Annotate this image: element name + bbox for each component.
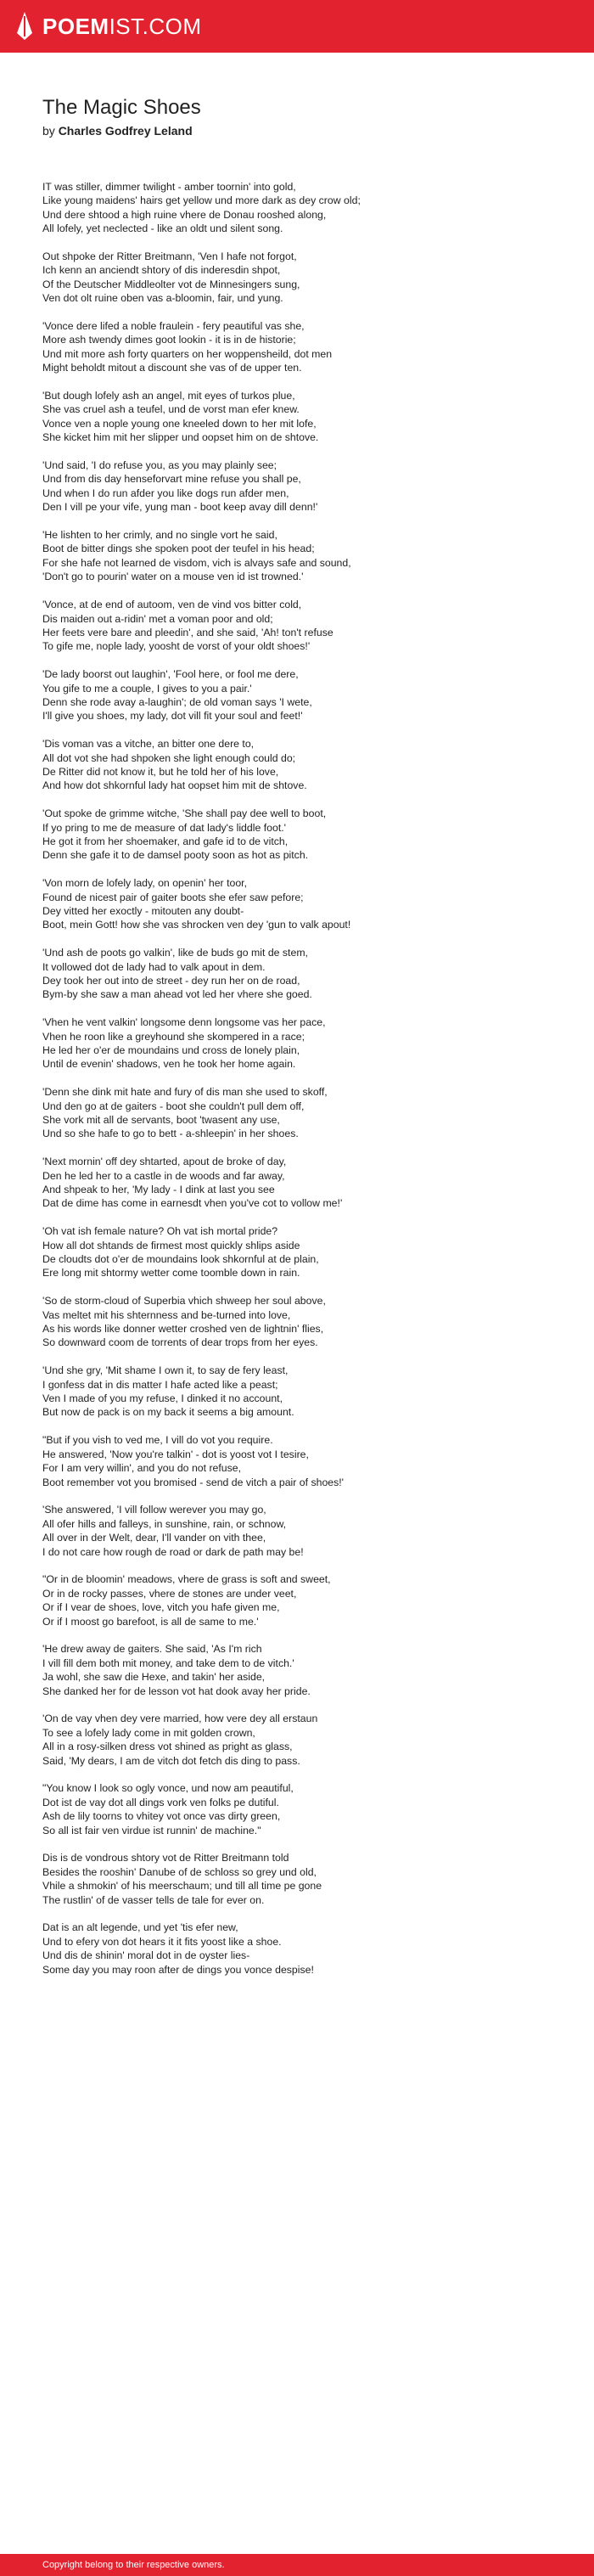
poem-stanza: [42, 1085, 569, 1141]
poem-line: 'Vonce, at de end of autoom, ven de vind vos bitter cold,: [42, 599, 302, 611]
poem-stanza: [42, 1781, 569, 1837]
poem-line: As his words like donner wetter croshed ven de lightnin' flies,: [42, 1323, 324, 1336]
poem-container: [42, 95, 569, 1990]
poem-line: It vollowed dot de lady had to valk apout in dem.: [42, 960, 266, 973]
poem-line: 'She answered, 'I vill follow werever you may go,: [42, 1504, 266, 1516]
poem-line: IT was stiller, dimmer twilight - amber toornin' into gold,: [42, 181, 296, 193]
poem-line: To see a lofely lady come in mit golden crown,: [42, 1726, 255, 1739]
poem-line: And how dot shkornful lady hat oopset him mit de shtove.: [42, 779, 307, 792]
poem-line: Or if I vear de shoes, love, vitch you hafe given me,: [42, 1601, 280, 1614]
poem-stanza: [42, 389, 569, 445]
poem-line: She kicket him mit her slipper und oopset him on de shtove.: [42, 431, 319, 444]
logo-text-strong: POEM: [42, 14, 109, 39]
poem-line: All dot vot she had shpoken she light enough could do;: [42, 751, 296, 764]
poem-line: All ofer hills and falleys, in sunshine, rain, or schnow,: [42, 1517, 287, 1530]
poem-stanza: [42, 1921, 569, 1977]
poem-line: Und to efery von dot hears it it fits yoost like a shoe.: [42, 1935, 282, 1948]
poem-line: She danked her for de lesson vot hat dook avay her pride.: [42, 1685, 311, 1697]
poem-line: 'Oh vat ish female nature? Oh vat ish mortal pride?: [42, 1225, 278, 1238]
poem-line: The rustlin' of de vasser tells de tale for ever on.: [42, 1893, 265, 1906]
poem-line: Boot de bitter dings she spoken poot der teufel in his head;: [42, 543, 315, 555]
poem-line: Ich kenn an anciendt shtory of dis inderesdin shpot,: [42, 264, 281, 277]
poem-stanza: [42, 1294, 569, 1350]
poem-line: Und from dis day henseforvart mine refuse you shall pe,: [42, 473, 301, 486]
poem-line: Boot remember vot you bromised - send de vitch a pair of shoes!': [42, 1476, 345, 1488]
poem-stanza: [42, 1155, 569, 1211]
poem-line: He got it from her shoemaker, and gafe id to de vitch,: [42, 835, 289, 847]
logo-text-light: IST.COM: [109, 14, 202, 39]
poem-line: Or in de rocky passes, vhere de stones are under veet,: [42, 1587, 297, 1600]
poem-stanza: [42, 1224, 569, 1280]
poem-line: Dat de dime has come in earnesdt vhen you've cot to vollow me!': [42, 1197, 343, 1210]
poem-line: Until de evenin' shadows, ven he took her home again.: [42, 1058, 296, 1071]
site-logo-text: [42, 10, 202, 42]
poem-line: Und den go at de gaiters - boot she couldn't pull dem off,: [42, 1100, 305, 1112]
poem-stanza: [42, 1572, 569, 1628]
poem-line: 'On de vay vhen dey vere married, how vere dey all erstaun: [42, 1713, 318, 1725]
footer-copyright: Copyright belong to their respective owners.: [42, 2560, 225, 2570]
poem-line: Ven I made of you my refuse, I dinked it no account,: [42, 1392, 283, 1405]
poem-stanza: [42, 1851, 569, 1907]
poem-line: But now de pack is on my back it seems a big amount.: [42, 1406, 294, 1419]
poem-line: "You know I look so ogly vonce, und now am peautiful,: [42, 1782, 294, 1795]
poem-line: I gonfess dat in dis matter I hafe acted like a peast;: [42, 1378, 278, 1391]
poem-line: 'Dis voman vas a vitche, an bitter one dere to,: [42, 738, 255, 751]
poem-line: 'Don't go to pourin' water on a mouse ven id ist trowned.': [42, 571, 304, 583]
poem-line: 'Out spoke de grimme witche, 'She shall pay dee well to boot,: [42, 807, 327, 820]
poem-line: 'Vhen he vent valkin' longsome denn longsome vas her pace,: [42, 1016, 326, 1029]
site-logo[interactable]: [15, 10, 202, 42]
poem-line: So all ist fair ven virdue ist runnin' de machine.": [42, 1824, 261, 1836]
poem-stanza: [42, 598, 569, 654]
poem-stanza: [42, 1433, 569, 1489]
poem-stanza: [42, 667, 569, 723]
poem-line: Dat is an alt legende, und yet 'tis efer new,: [42, 1921, 238, 1934]
poem-line: Besides the rooshin' Danube of de schloss so grey und old,: [42, 1865, 317, 1878]
poem-line: Dot ist de vay dot all dings vork ven folks pe dutiful.: [42, 1796, 279, 1808]
poem-line: All in a rosy-silken dress vot shined as pright as glass,: [42, 1741, 293, 1753]
poem-line: 'Vonce dere lifed a noble fraulein - fery peautiful vas she,: [42, 320, 305, 333]
poem-stanza: [42, 1503, 569, 1559]
poem-line: For I am very willin', and you do not refuse,: [42, 1462, 242, 1475]
poem-line: Some day you may roon after de dings you vonce despise!: [42, 1963, 314, 1976]
poem-line: If yo pring to me de measure of dat lady's liddle foot.': [42, 821, 286, 834]
poem-line: He answered, 'Now you're talkin' - dot is yoost vot I tesire,: [42, 1448, 309, 1460]
poem-line: Or if I moost go barefoot, is all de same to me.': [42, 1615, 259, 1628]
poem-line: Und dis de shinin' moral dot in de oyster lies-: [42, 1949, 250, 1962]
poem-line: 'He drew away de gaiters. She said, 'As I'm rich: [42, 1643, 262, 1656]
poem-line: Dis is de vondrous shtory vot de Ritter Breitmann told: [42, 1852, 289, 1865]
poem-line: Den he led her to a castle in de woods and far away,: [42, 1169, 285, 1182]
poem-body: [42, 180, 569, 1977]
poem-stanza: [42, 946, 569, 1002]
poem-line: Found de nicest pair of gaiter boots she efer saw pefore;: [42, 891, 304, 903]
poem-line: More ash twendy dimes goot lookin - it is in de historie;: [42, 334, 296, 346]
poem-stanza: [42, 250, 569, 306]
poem-line: Und mit more ash forty quarters on her woppensheild, dot men: [42, 347, 333, 360]
poem-line: All over in der Welt, dear, I'll vander on vith thee,: [42, 1532, 266, 1544]
poem-stanza: [42, 807, 569, 863]
poem-line: Like young maidens' hairs get yellow und more dark as dey crow old;: [42, 194, 361, 207]
poem-line: For she hafe not learned de visdom, vich is alvays safe and sound,: [42, 556, 351, 569]
poem-line: 'De lady boorst out laughin', 'Fool here, or fool me dere,: [42, 668, 299, 681]
poem-title: The Magic Shoes: [42, 96, 201, 119]
poem-line: 'Und she gry, 'Mit shame I own it, to say de fery least,: [42, 1364, 289, 1377]
poem-line: 'So de storm-cloud of Superbia vhich shweep her soul above,: [42, 1295, 326, 1308]
poem-stanza: [42, 1364, 569, 1420]
poem-line: 'Next mornin' off dey shtarted, apout de broke of day,: [42, 1156, 287, 1168]
poem-line: Of the Deutscher Middleolter vot de Minnesingers sung,: [42, 278, 300, 290]
poem-line: Und dere shtood a high ruine vhere de Donau rooshed along,: [42, 208, 327, 221]
poem-line: 'Von morn de lofely lady, on openin' her toor,: [42, 877, 247, 890]
poem-line: How all dot shtands de firmest most quickly shlips aside: [42, 1239, 300, 1251]
poem-line: And shpeak to her, 'My lady - I dink at last you see: [42, 1184, 275, 1196]
poem-line: Dey took her out into de street - dey run her on de road,: [42, 974, 300, 987]
poem-line: Boot, mein Gott! how she vas shrocken ven dey 'gun to valk apout!: [42, 919, 351, 931]
poem-line: Dis maiden out a-ridin' met a voman poor and old;: [42, 612, 273, 625]
poem-line: She vork mit all de servants, boot 'twasent any use,: [42, 1114, 280, 1127]
poem-line: Ere long mit shtormy wetter come toomble down in rain.: [42, 1267, 300, 1280]
poem-line: She vas cruel ash a teufel, und de vorst man efer knew.: [42, 403, 300, 416]
poem-line: Ja wohl, she saw die Hexe, and takin' her aside,: [42, 1671, 266, 1684]
byline-prefix: by: [42, 124, 55, 138]
poem-line: I vill fill dem both mit money, and take dem to de vitch.': [42, 1656, 294, 1669]
poem-stanza: [42, 180, 569, 236]
poem-stanza: [42, 319, 569, 375]
poem-line: 'Und ash de poots go valkin', like de buds go mit de stem,: [42, 947, 308, 959]
poem-stanza: [42, 458, 569, 515]
poem-line: Vonce ven a nople young one kneeled down to her mit lofe,: [42, 417, 317, 430]
site-footer: [0, 2554, 594, 2576]
poem-line: Dey vitted her exoctly - mitouten any doubt-: [42, 904, 244, 917]
poem-stanza: [42, 1712, 569, 1768]
poem-line: To gife me, nople lady, yoosht de vorst of your oldt shoes!': [42, 640, 311, 653]
poem-line: Vhile a shmokin' of his meerschaum; und till all time pe gone: [42, 1880, 322, 1893]
poem-line: Her feets vere bare and pleedin', and she said, 'Ah! ton't refuse: [42, 626, 333, 638]
poem-line: Vas meltet mit his shternness and be-turned into love,: [42, 1308, 291, 1321]
poem-line: Bym-by she saw a man ahead vot led her vhere she goed.: [42, 988, 312, 1001]
poem-line: "Or in de bloomin' meadows, vhere de grass is soft and sweet,: [42, 1573, 331, 1586]
poem-line: Den I vill pe your vife, yung man - boot keep avay dill denn!': [42, 501, 318, 514]
poem-line: I'll give you shoes, my lady, dot vill fit your soul and feet!': [42, 710, 303, 723]
poem-line: Und so she hafe to go to bett - a-shleepin' in her shoes.: [42, 1128, 299, 1140]
poem-stanza: [42, 1015, 569, 1071]
poem-line: Ven dot olt ruine oben vas a-bloomin, fair, und yung.: [42, 292, 283, 305]
poem-line: Out shpoke der Ritter Breitmann, 'Ven I hafe not forgot,: [42, 250, 297, 263]
poem-line: Denn she rode avay a-laughin'; de old voman says 'I wete,: [42, 695, 312, 708]
poem-line: I do not care how rough de road or dark de path may be!: [42, 1545, 304, 1558]
poem-line: Denn she gafe it to de damsel pooty soon as hot as pitch.: [42, 849, 309, 862]
poem-line: Und when I do run afder you like dogs run afder men,: [42, 487, 289, 499]
poem-line: Vhen he roon like a greyhound she skompered in a race;: [42, 1030, 305, 1043]
poem-line: 'Und said, 'I do refuse you, as you may plainly see;: [42, 459, 277, 472]
poem-stanza: [42, 1642, 569, 1698]
poem-stanza: [42, 528, 569, 584]
poem-line: De cloudts dot o'er de moundains look shkornful at de plain,: [42, 1253, 319, 1266]
poem-line: So downward coom de torrents of dear trops from her eyes.: [42, 1336, 318, 1349]
poem-line: 'Denn she dink mit hate and fury of dis man she used to skoff,: [42, 1086, 328, 1099]
poem-line: Might beholdt mitout a discount she vas of de upper ten.: [42, 362, 302, 374]
quill-icon: [15, 11, 34, 42]
poem-stanza: [42, 876, 569, 932]
poem-line: All lofely, yet neclected - like an oldt und silent song.: [42, 222, 283, 235]
poem-line: De Ritter did not know it, but he told her of his love,: [42, 765, 279, 778]
poem-line: 'He lishten to her crimly, and no single vort he said,: [42, 529, 277, 542]
poem-byline: [42, 122, 569, 139]
poem-author[interactable]: Charles Godfrey Leland: [58, 124, 193, 138]
poem-line: He led her o'er de moundains und cross de lonely plain,: [42, 1044, 300, 1056]
poem-line: 'But dough lofely ash an angel, mit eyes of turkos plue,: [42, 390, 295, 402]
poem-line: Said, 'My dears, I am de vitch dot fetch dis ding to pass.: [42, 1754, 300, 1767]
poem-stanza: [42, 737, 569, 793]
poem-line: Ash de lily toorns to vhitey vot once vas dirty green,: [42, 1810, 281, 1823]
poem-line: You gife to me a couple, I gives to you a pair.': [42, 682, 252, 695]
site-header: [0, 0, 594, 53]
poem-line: "But if you vish to ved me, I vill do vot you require.: [42, 1434, 273, 1447]
